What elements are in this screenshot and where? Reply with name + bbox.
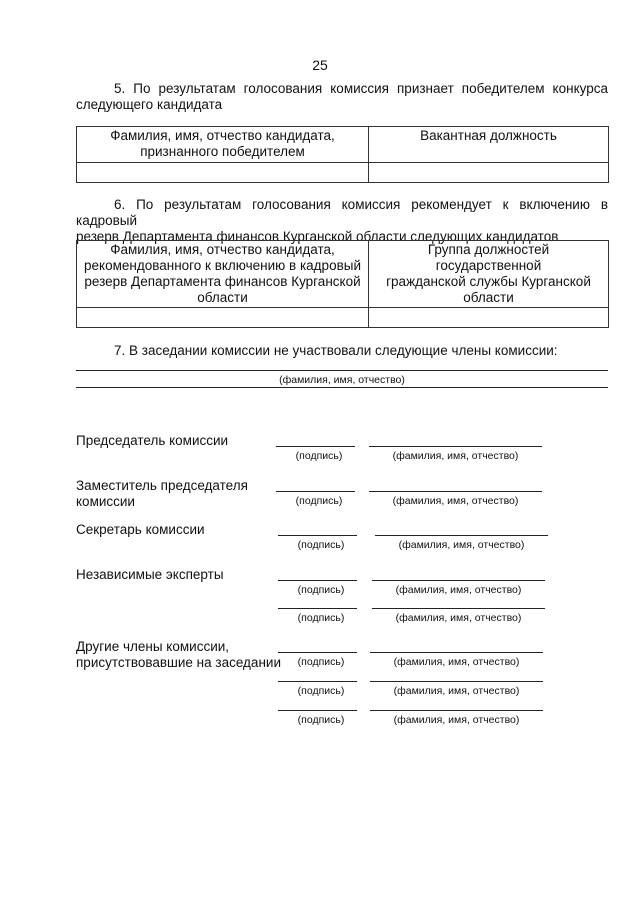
signature-line: [278, 535, 357, 536]
header-line: области: [197, 290, 248, 305]
header-line: рекомендованного к включению в кадровый: [84, 258, 361, 273]
section-5-line-2: следующего кандидата: [76, 97, 223, 112]
header-line: гражданской службы Курганской: [386, 274, 591, 289]
header-line: Вакантная должность: [420, 128, 557, 143]
signature-caption: (подпись): [295, 450, 343, 462]
other-members-label-line: присутствовавшие на заседании: [76, 655, 281, 670]
header-line: Группа должностей государственной: [427, 242, 550, 273]
deputy-label-line: комиссии: [76, 494, 135, 509]
secretary-label: Секретарь комиссии: [76, 522, 205, 537]
name-caption: (фамилия, имя, отчество): [398, 539, 525, 551]
other-members-label-line: Другие члены комиссии,: [76, 639, 230, 654]
signature-caption: (подпись): [295, 495, 343, 507]
name-caption: (фамилия, имя, отчество): [392, 450, 519, 462]
name-caption: (фамилия, имя, отчество): [393, 714, 520, 726]
absent-members-caption: (фамилия, имя, отчество): [279, 374, 405, 386]
name-line: [372, 608, 545, 609]
signature-caption: (подпись): [297, 685, 345, 697]
other-members-label: [76, 639, 281, 671]
section-6-line-1: 6. По результатам голосования комиссия рекомендует к включению в кадровый: [76, 197, 608, 228]
page-number: 25: [312, 57, 328, 73]
signature-caption: (подпись): [297, 656, 345, 668]
signature-caption: (подпись): [297, 539, 345, 551]
name-caption: (фамилия, имя, отчество): [392, 495, 519, 507]
section-5-line-1: 5. По результатам голосования комиссия признает победителем конкурса: [114, 81, 608, 96]
winner-table-header-position: [369, 127, 609, 163]
name-line: [369, 446, 542, 447]
experts-label: Независимые эксперты: [76, 567, 224, 582]
name-caption: (фамилия, имя, отчество): [393, 656, 520, 668]
name-line: [372, 580, 545, 581]
header-line: области: [463, 290, 514, 305]
signature-line: [278, 608, 357, 609]
reserve-table-cell: [369, 308, 609, 328]
signature-line: [278, 652, 357, 653]
name-line: [375, 535, 548, 536]
deputy-label-line: Заместитель председателя: [76, 478, 248, 493]
winner-table-header-name: [77, 127, 369, 163]
signature-line: [278, 580, 357, 581]
signature-line: [276, 491, 355, 492]
signature-caption: (подпись): [297, 714, 345, 726]
header-line: Фамилия, имя, отчество кандидата,: [110, 242, 335, 257]
name-caption: (фамилия, имя, отчество): [395, 584, 522, 596]
section-5-text: [76, 81, 608, 113]
chairman-label: Председатель комиссии: [76, 433, 229, 448]
signature-line: [278, 710, 357, 711]
signature-caption: (подпись): [297, 584, 345, 596]
reserve-table-header-name: [77, 241, 369, 308]
name-caption: (фамилия, имя, отчество): [393, 685, 520, 697]
header-line: признанного победителем: [140, 144, 305, 159]
name-line: [369, 491, 542, 492]
winner-table-cell: [77, 163, 369, 183]
reserve-table-header-group: [369, 241, 609, 308]
reserve-table-cell: [77, 308, 369, 328]
name-line: [370, 710, 543, 711]
absent-members-line: [76, 370, 608, 371]
section-6-text: [76, 197, 608, 245]
section-7-text: [76, 343, 608, 359]
absent-members-line: [76, 387, 608, 388]
winner-table: [76, 126, 609, 183]
signature-caption: (подпись): [297, 612, 345, 624]
signature-line: [278, 681, 357, 682]
signature-line: [276, 446, 355, 447]
deputy-label: [76, 478, 248, 510]
header-line: резерв Департамента финансов Курганской: [84, 274, 361, 289]
name-line: [370, 681, 543, 682]
section-6-line-2: резерв Департамента финансов Курганской области следующих кандидатов: [76, 229, 559, 244]
section-7-line: 7. В заседании комиссии не участвовали следующие члены комиссии:: [114, 343, 558, 358]
name-caption: (фамилия, имя, отчество): [395, 612, 522, 624]
name-line: [370, 652, 543, 653]
winner-table-cell: [369, 163, 609, 183]
header-line: Фамилия, имя, отчество кандидата,: [110, 128, 335, 143]
reserve-table: [76, 240, 609, 328]
